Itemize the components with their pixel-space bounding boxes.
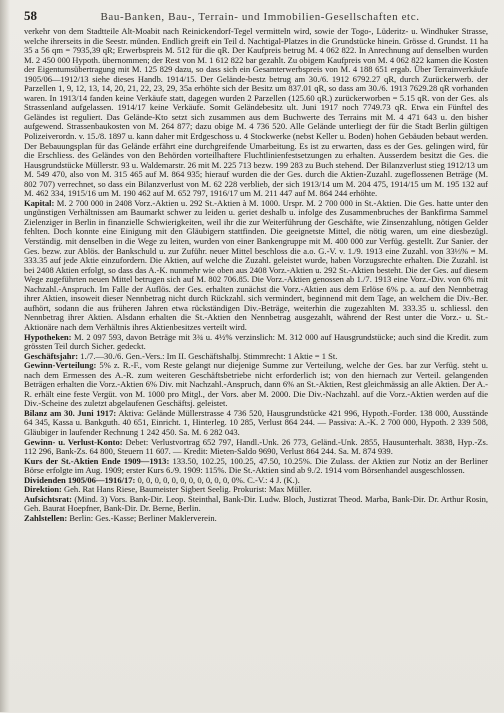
paragraph-hypotheken — [24, 333, 488, 352]
paragraph-text: Berlin: Ges.-Kasse; Berliner Maklerverein. — [67, 512, 217, 523]
paragraph-gewinn-verteilung — [24, 361, 488, 409]
page-body — [24, 27, 488, 713]
paragraph-keyword: Zahlstellen: — [24, 512, 68, 523]
paragraph-text: verkehr von dem Stadtteile Alt-Moabit nach Reinickendorf-Tegel vermitteln wird, sowie der Togo-, Lüderitz- u. Windhuker Strasse, welche ihrerseits in die Seestr. münden. Endlich greift ein Teil d. Nachtigal-Platzes in die Grundstücke hinein. Grösse d. Grundst. 11 ha 35 a 56 qm = 7935,39 qR; Erwerbspreis M. 512 für die qR. Der Kaufpreis betrug M. 4 062 822. In Anrechnung auf denselben wurden M. 2 450 000 Hypoth. übernommen; der Rest von M. 1 612 822 bar gezahlt. Zu obigem Kaufpreis von M. 4 062 822 kamen die Kosten der Eigentumsübertragung mit M. 125 829 dazu, so dass sich ein Gesamterwerbspreis von M. 4 188 651 ergab. Über Terrainverkäufe 1905/06—1912/13 siehe dieses Handb. 1914/15. Der Gelände-bestz betrug am 30./6. 1912 6792.27 qR, durch Zurückerwerb. der Parzellen 1, 9, 12, 13, 14, 20, 21, 22, 23, 29, 35a erhöhte sich der Besitz um 837.01 qR, so dass am 30./6. 1913 7629.28 qR vorhanden waren. In 1913/14 fanden keine Verkäufe statt, dagegen wurden 2 Parzellen (125.60 qR.) zurückerworben = 5.15 qR. von der Ges. als Strassenland aufgelassen. 1914/17 keine Verkäufe. Somit Geländebesitz ult. Juni 1917 noch 7749.73 qR. Etwa ein Fünftel des Geländes ist reguliert. Das Gelände-Kto setzt sich zusammen aus dem Buchwerte des Terrains mit M. 4 471 643 u. den bisher aufgewend. Strassenbaukosten von M. 264 877; dazu obige M. 4 736 520. Alle Gelände unterliegt der für die Stadt Berlin gültigen Polizeiverordn. v. 15./8. 1897 u. kann daher mit Erdgeschoss u. 4 Stockwerke (nebst Keller u. Boden) hohen Gebäuden bebaut werden. Der Bebauungsplan für das Gelände erfährt eine durchgreifende Umarbeitung. Es ist zu erwarten, dass es der Ges. gelingen wird, für die Erschliess. des Geländes von den Behörden vorteilhaftere Fluchtlinienfestsetzungen zu erhalten. Ausserdem besitzt die Ges. die Hausgrundstücke Müllerstr. 93 u. Waldemarstr. 26 mit M. 225 713 bezw. 199 283 zu Buch stehend. Der Bilanzverlust stieg 1912/13 um M. 549 470, also von M. 315 465 auf M. 864 935; hierauf wurden die der Ges. durch die Aktien-Zuzahl. zugeflossenen Beträge (M. 802 707) verrechnet, so dass ein Bilanzverlust von M. 62 228 verblieb, der sich 1913/14 um M. 204 475, 1914/15 um M. 195 132 auf M. 462 334, 1915/16 um M. 190 462 auf M. 652 797, 1916/17 um M. 211 447 auf M. 864 244 erhöhte. — [24, 27, 488, 199]
paragraph-text: Debet: Verlustvortrag 652 797, Handl.-Unk. 26 773, Geländ.-Unk. 2855, Hausunterhalt. 3838, Hyp.-Zs. 112 296, Bank-Zs. 64 800, Steuern 11 607. — Kredit: Mieten-Saldo 9690, Verlust 864 244. Sa. M. 874 939. — [24, 436, 488, 457]
page-spine-shadow — [0, 0, 10, 712]
running-head: Bau-Banken, Bau-, Terrain- und Immobilien-Gesellschaften etc. — [100, 11, 420, 23]
paragraph-text: 5% z. R.-F., vom Reste gelangt nur diejenige Summe zur Verteilung, welche der Ges. bar zur Verfüg. steht u. nach dem Ermessen des A.-R. zum weiteren Geschäftsbetriebe nicht erforderlich ist; von den hiernach zur Verteil. gelangenden Beträgen erhalten die Vorz.-Aktien 6% Div. mit Nachzahl.-Anspruch, dann 6% an St.-Aktien, Rest gleichmässig an alle Aktien. Der A.-R. erhält eine feste Vergüt. von M. 1000 pro Mitgl., der Vors. aber M. 2000. Die Div.-Nachzahl. auf die Vorz.-Aktien werden auf die Div.-Scheine des zuletzt abgelaufenen Geschäftsj. geleistet. — [24, 360, 488, 409]
paragraph-text: 1./7.—30./6. Gen.-Vers.: Im II. Geschäftshalbj. Stimmrecht: 1 Aktie = 1 St. — [78, 350, 338, 361]
paragraph-keyword: Kapital: — [24, 197, 55, 208]
paragraph-text: (Mind. 3) Vors. Bank-Dir. Leop. Steinthal, Bank-Dir. Ludw. Bloch, Justizrat Theod. Marba, Bank-Dir. Dr. Arthur Rosin, Geh. Baurat Hoepfner, Bank-Dir. Dr. Berne, Berlin. — [24, 493, 488, 514]
paragraph-text: 0, 0, 0, 0, 0, 0, 0, 0, 0, 0, 0, 0%. C.-V.: 4 J. (K.). — [135, 474, 300, 485]
paragraph-keyword: Direktion: — [24, 484, 62, 495]
page-number: 58 — [24, 8, 37, 23]
paragraph-keyword: Geschäftsjahr: — [24, 350, 79, 361]
paragraph-text: M. 2 097 593, davon Beträge mit 3¾ u. 4½% verzinslich: M. 312 000 auf Hausgrundstücke; auch sind die Kredit. zum grössten Teil durch Sicher. gedeckt. — [24, 331, 488, 352]
paragraph-text: Aktiva: Gelände Müllerstrasse 4 736 520, Hausgrundstücke 421 996, Hypoth.-Forder. 138 000, Ausstände 64 345, Kassa u. Bankguth. 40 651, Einricht. 1, Hinterleg. 10 285, Verlust 864 244. — Passiva: A.-K. 2 700 000, Hypoth. 2 339 508, Gläubiger in laufender Rechnung 1 242 450. Sa. M. 6 282 043. — [24, 407, 488, 437]
paragraph-keyword: Kurs der St.-Aktien Ende 1909—1913: — [24, 455, 170, 466]
page-header — [24, 8, 488, 24]
paragraph-text: M. 2 700 000 in 2408 Vorz.-Aktien u. 292 St.-Aktien à M. 1000. Urspr. M. 2 700 000 in St.-Aktien. Die Ges. hatte unter den ungünstigen Verhältnissen am Baumarkt schwer zu leiden u. geriet deshalb u. infolge des Zusammenbruches der Bankfirma Sammel Zielenziger in Berlin in finanzielle Schwierigkeiten, weil ihr die zur Weiterführung der Geschäfte, wie Zinsenzahlung, nötigen Gelder fehlten. Doch konnte eine Einigung mit den Gläubigern stattfinden. Die geeignetste Mittel, die nötig waren, um eine diesbezügl. Verständig. mit denselben in die Wege zu leiten, wurden von einer Bankengruppe mit M. 400 000 zur Verfüg. gestellt. Zur Sanier. der Ges. bezw. zur Ablös. der Bankschuld u. zur Zuführ. neuer Mittel beschloss die a.o. G.-V. v. 1./9. 1913 eine Zuzahl. von 33⅓% = M. 333.35 auf jede Aktie einzufordern. Die Aktien, auf welche die Zuzahl. geleistet wurde, haben Vorzugsrechte erhalten. Die Zuzahl. ist bei 2408 Aktien erfolgt, so dass das A.-K. nunmehr wie oben aus 2408 Vorz.-Aktien u. 292 St.-Aktien besteht. Die der Ges. auf diesem Wege zugeführten neuen Mittel betrugen sich auf M. 802 706.85. Die Vorz.-Aktien genossen ab 1./7. 1913 eine Vorz.-Div. von 6% mit Nachzahl.-Anspruch. Im Falle der Auflös. der Ges. erhalten zunächst die Vorz.-Aktien aus dem Erlöse 6% p. a. auf den Nennbetrag ihrer Aktien, insoweit dieser Nennbetrag nicht durch Rückzahl. sich vermindert, beginnend mit dem Tage, an welchem die Div.-Ber. aufhört, sodann die aus früheren Jahren etwa rückständigen Div.-Beträge, weiterhin die zugezahlten M. 333.35 u. schliessl. den Nennbetrag ihrer Aktien. Alsdann erhalten die St.-Aktien den Nennbetrag ausgezahlt, während der Rest unter die Vorz.- u. St.-Aktionäre nach dem Verhältnis ihres Aktienbesitzes verteilt wird. — [24, 197, 488, 332]
paragraph-keyword: Gewinn- u. Verlust-Konto: — [24, 436, 123, 447]
paragraph-kapital — [24, 199, 488, 333]
paragraph-text: Geh. Rat Hans Riese, Baumeister Sigbert Seelig. Prokurist: Max Müller. — [61, 484, 312, 495]
paragraph-zahlstellen — [24, 514, 488, 524]
paragraph-gewinn-verlust — [24, 438, 488, 457]
paragraph-keyword: Gewinn-Verteilung: — [24, 360, 97, 371]
paragraph-keyword: Dividenden 1905/06—1916/17: — [24, 474, 136, 485]
paragraph-keyword: Hypotheken: — [24, 331, 72, 342]
paragraph-keyword: Bilanz am 30. Juni 1917: — [24, 407, 117, 418]
paragraph-text: 133.50, 102.25, 100.25, 47.50, 10.25%. Die Zulass. der Aktien zur Notiz an der Berliner Börse erfolgte im Aug. 1909; erster Kurs 6./9. 1909: 115%. Die St.-Aktien sind ab 9./2. 1914 vom Börsenhandel ausgeschlossen. — [24, 455, 488, 476]
paragraph-intro — [24, 27, 488, 199]
paragraph-kurs — [24, 457, 488, 476]
paragraph-keyword: Aufsichtsrat: — [24, 493, 72, 504]
paragraph-aufsichtsrat — [24, 495, 488, 514]
paragraph-bilanz — [24, 409, 488, 438]
